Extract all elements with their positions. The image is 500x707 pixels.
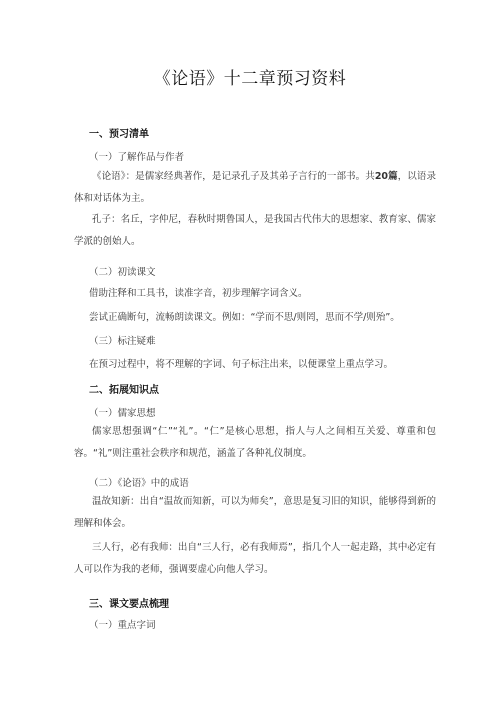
section-1-heading: 一、预习清单 xyxy=(89,129,149,140)
section-2-heading: 二、拓展知识点 xyxy=(89,385,159,396)
section-2-paragraph-3: 三人行，必有我师：出自“三人行，必有我师焉”，指几个人一起走路，其中必定有人可以作为我的老师，强调要虚心向他人学习。 xyxy=(74,542,436,575)
page-title: 《论语》十二章预习资料 xyxy=(153,69,347,89)
section-2-sub-1: （一）儒家思想 xyxy=(89,408,156,419)
section-1-paragraph-2: 孔子：名丘，字仲尼，春秋时期鲁国人，是我国古代伟大的思想家、教育家、儒家学派的创始人。 xyxy=(74,214,436,247)
paragraph-text: ，以语录体和对话体为主。 xyxy=(74,171,436,204)
section-2-paragraph-1: 儒家思想强调“仁”“礼”。“仁”是核心思想，指人与人之间相互关爱、尊重和包容。“礼”则注重社会秩序和规范，涵盖了各种礼仪制度。 xyxy=(74,426,436,459)
section-1-paragraph-5: 在预习过程中，将不理解的字词、句子标注出来，以便课堂上重点学习。 xyxy=(89,359,394,370)
section-2-paragraph-2: 温故知新：出自“温故而知新，可以为师矣”，意思是复习旧的知识，能够得到新的理解和体会。 xyxy=(74,496,436,529)
section-1-paragraph-4: 尝试正确断句，流畅朗读课文。例如：“学而不思/则罔，思而不学/则殆”。 xyxy=(89,312,400,323)
section-1-sub-3: （三）标注疑难 xyxy=(89,336,156,347)
section-1-paragraph-3: 借助注释和工具书，读准字音，初步理解字词含义。 xyxy=(89,288,308,299)
section-1-sub-1: （一）了解作品与作者 xyxy=(89,152,185,163)
section-1-sub-2: （二）初读课文 xyxy=(89,267,156,278)
section-2-sub-2: （二）《论语》中的成语 xyxy=(89,478,189,489)
chapter-count: 20篇 xyxy=(374,171,398,182)
section-1-paragraph-1 xyxy=(74,166,436,210)
paragraph-text: 《论语》：是儒家经典著作，是记录孔子及其弟子言行的一部书。共 xyxy=(92,171,375,182)
section-3-sub-1: （一）重点字词 xyxy=(89,620,156,631)
section-3-heading: 三、课文要点梳理 xyxy=(89,599,169,610)
